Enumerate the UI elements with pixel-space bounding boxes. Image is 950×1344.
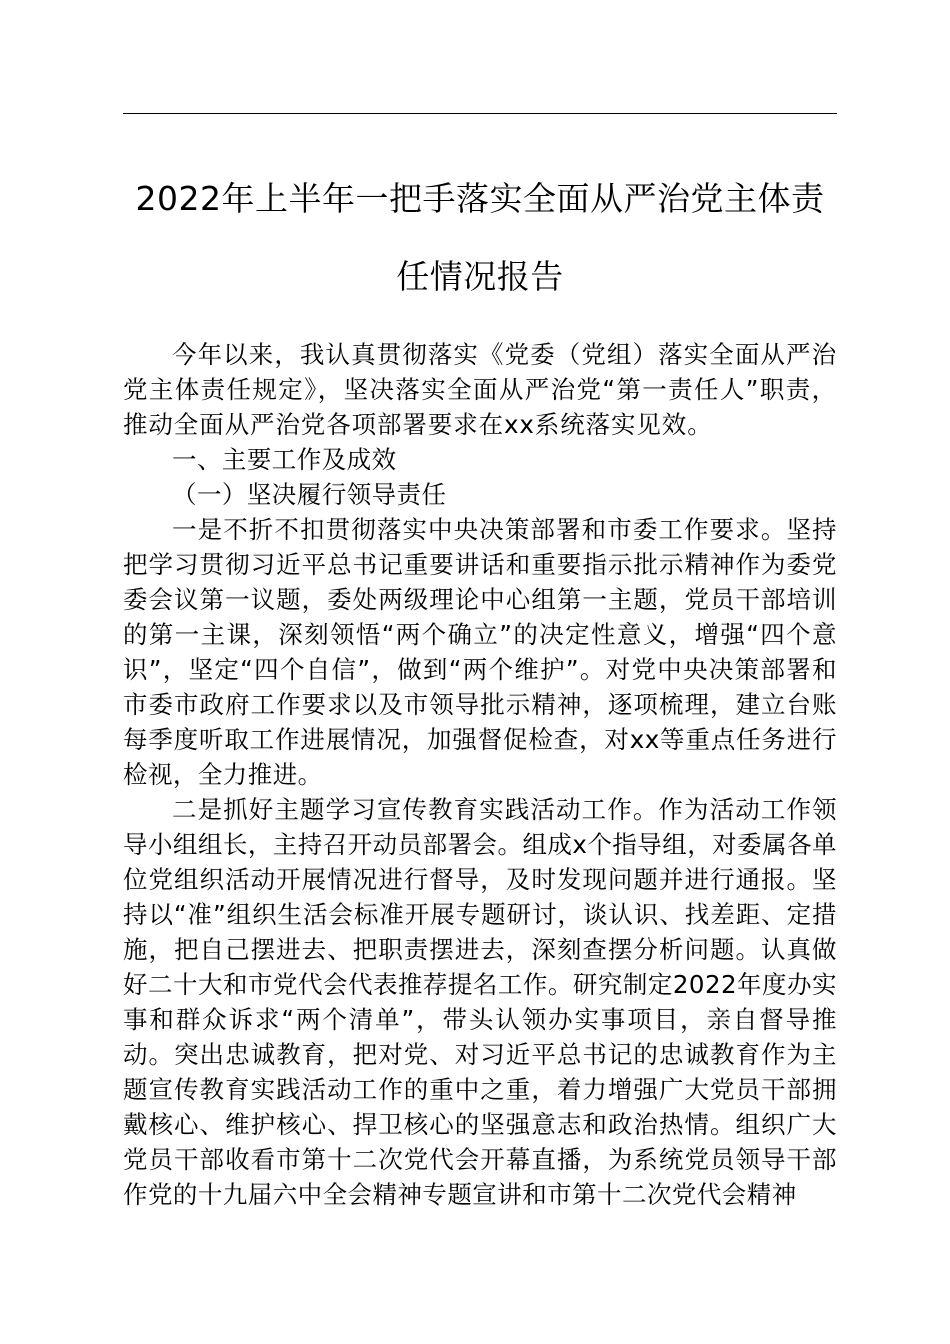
intro-paragraph: 今年以来，我认真贯彻落实《党委（党组）落实全面从严治党主体责任规定》，坚决落实全面从严治党“第一责任人”职责，推动全面从严治党各项部署要求在xx系统落实见效。 xyxy=(123,340,837,439)
header-rule xyxy=(123,113,837,114)
point-two-paragraph: 二是抓好主题学习宣传教育实践活动工作。作为活动工作领导小组组长，主持召开动员部署会。组成x个指导组，对委属各单位党组织活动开展情况进行督导，及时发现问题并进行通报。坚持以“准”组织生活会标准开展专题研讨，谈认识、找差距、定措施，把自己摆进去、把职责摆进去，深刻查摆分析问题。认真做好二十大和市党代会代表推荐提名工作。研究制定2022年度办实事和群众诉求“两个清单”，带头认领办实事项目，亲自督导推动。突出忠诚教育，把对党、对习近平总书记的忠诚教育作为主题宣传教育实践活动工作的重中之重，着力增强广大党员干部拥戴核心、维护核心、捍卫核心的坚强意志和政治热情。组织广大党员干部收看市第十二次党代会开幕直播，为系统党员领导干部作党的十九届六中全会精神专题宣讲和市第十二次党代会精神 xyxy=(123,795,837,1209)
document-title xyxy=(110,160,850,316)
document-body xyxy=(123,337,837,1212)
title-line-2: 任情况报告 xyxy=(396,257,564,296)
section-heading: 一、主要工作及成效 xyxy=(172,445,397,474)
subsection-heading: （一）坚决履行领导责任 xyxy=(172,480,447,509)
title-line-1: 2022年上半年一把手落实全面从严治党主体责 xyxy=(135,179,825,218)
point-one-paragraph: 一是不折不扣贯彻落实中央决策部署和市委工作要求。坚持把学习贯彻习近平总书记重要讲话和重要指示批示精神作为委党委会议第一议题，委处两级理论中心组第一主题，党员干部培训的第一主课，深刻领悟“两个确立”的决定性意义，增强“四个意识”，坚定“四个自信”，做到“两个维护”。对党中央决策部署和市委市政府工作要求以及市领导批示精神，逐项梳理，建立台账每季度听取工作进展情况，加强督促检查，对xx等重点任务进行检视，全力推进。 xyxy=(123,515,837,789)
